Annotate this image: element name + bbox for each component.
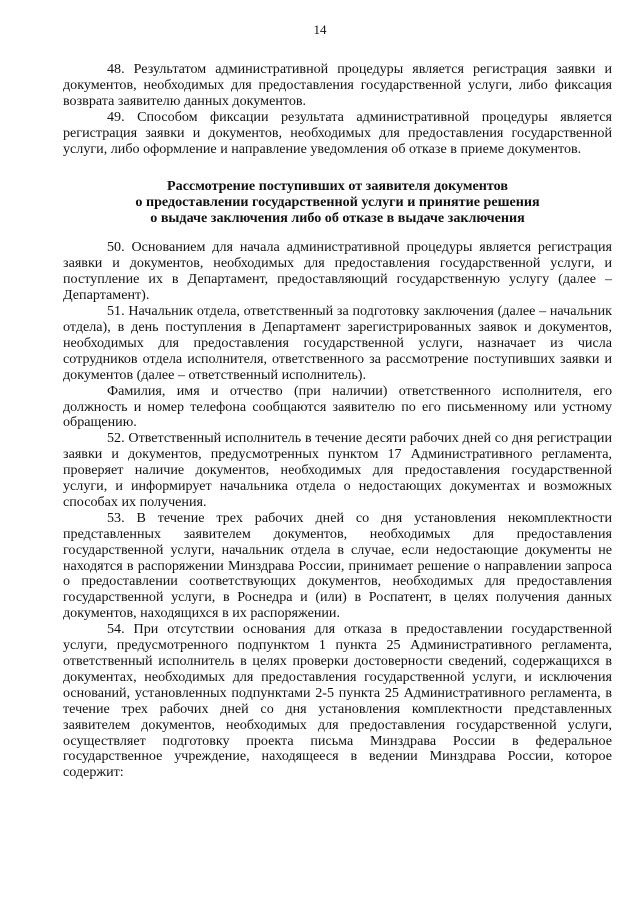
paragraph-52: 52. Ответственный исполнитель в течение десяти рабочих дней со дня регистрации заявки и документов, предусмотренных пунктом 17 Административного регламента, проверяет наличие документов, необходимых для предоставления государственной услуги, и информирует начальника отдела о недостающих документах и возможных способах их получения.	[63, 430, 612, 510]
paragraph-51-contacts: Фамилия, имя и отчество (при наличии) ответственного исполнителя, его должность и номер телефона сообщаются заявителю по его письменному или устному обращению.	[63, 382, 612, 431]
section-heading	[63, 178, 612, 226]
paragraph-51: 51. Начальник отдела, ответственный за подготовку заключения (далее – начальник отдела), в день поступления в Департамент зарегистрированных заявок и документов, необходимых для предоставления государственной услуги, назначает из числа сотрудников отдела исполнителя, ответственного за рассмотрение поступивших заявки и документов (далее – ответственный исполнитель).	[63, 303, 612, 383]
paragraph-53: 53. В течение трех рабочих дней со дня установления некомплектности представленных заявителем документов, необходимых для предоставления государственной услуги, начальник отдела в случае, если недостающие документы не находятся в распоряжении Минздрава России, принимает решение о направлении запроса о предоставлении соответствующих документов, необходимых для предоставления государственной услуги, в Роснедра и (или) в Роспатент, в целях получения данных документов, находящихся в их распоряжении.	[63, 509, 612, 622]
page-number: 14	[313, 22, 327, 37]
section-heading-line-2: о предоставлении государственной услуги и принятие решения	[135, 194, 540, 211]
paragraph-50: 50. Основанием для начала административной процедуры является регистрация заявки и документов, необходимых для предоставления государственной услуги, и поступление их в Департамент, предоставляющий государственную услугу (далее – Департамент).	[63, 239, 612, 304]
section-heading-line-3: о выдаче заключения либо об отказе в выдаче заключения	[150, 210, 525, 227]
document-body	[63, 62, 612, 781]
paragraph-54: 54. При отсутствии основания для отказа в предоставлении государственной услуги, предусмотренного подпунктом 1 пункта 25 Административного регламента, ответственный исполнитель в целях проверки достоверности сведений, содержащихся в документах, необходимых для предоставления государственной услуги, и исключения оснований, установленных подпунктами 2-5 пункта 25 Административного регламента, в течение трех рабочих дней со дня установления комплектности представленных заявителем документов, необходимых для предоставления государственной услуги, осуществляет подготовку проекта письма Минздрава России в федеральное государственное учреждение, находящееся в ведении Минздрава России, которое содержит:	[63, 621, 612, 781]
paragraph-48: 48. Результатом административной процедуры является регистрация заявки и документов, необходимых для предоставления государственной услуги, либо фиксация возврата заявителю данных документов.	[63, 61, 612, 109]
paragraph-49: 49. Способом фиксации результата административной процедуры является регистрация заявки и документов, необходимых для предоставления государственной услуги, либо оформление и направление уведомления об отказе в приеме документов.	[63, 108, 612, 157]
section-heading-line-1: Рассмотрение поступивших от заявителя документов	[167, 178, 508, 195]
